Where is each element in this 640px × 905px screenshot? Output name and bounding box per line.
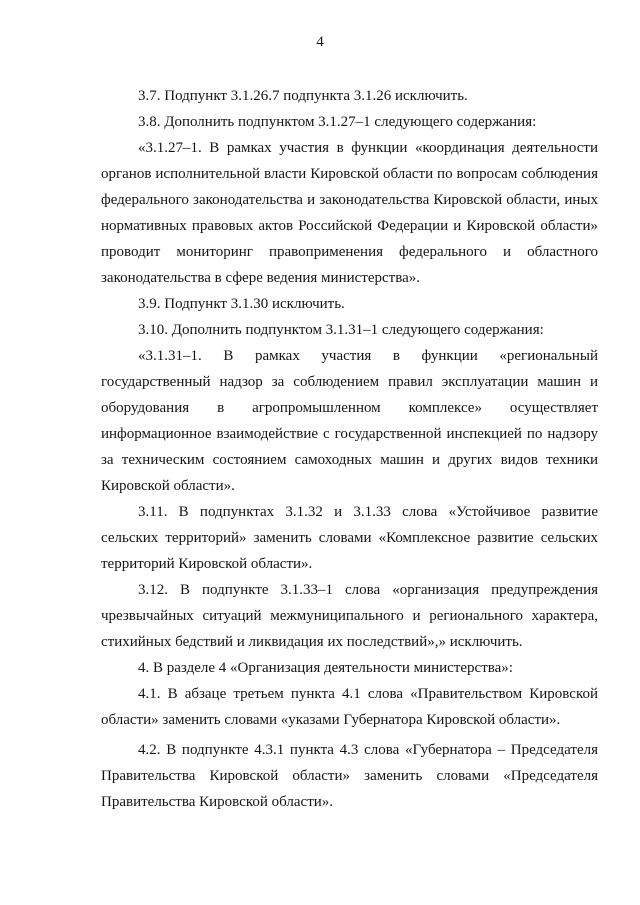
paragraph-line: 4.2. В подпункте 4.3.1 пункта 4.3 слова «Губернатора – Председателя <box>138 742 598 758</box>
paragraph-line: 3.11. В подпунктах 3.1.32 и 3.1.33 слова «Устойчивое развитие <box>138 504 598 520</box>
paragraph-line: за техническим состоянием самоходных машин и других видов техники <box>101 452 598 468</box>
paragraph-line: 3.7. Подпункт 3.1.26.7 подпункта 3.1.26 исключить. <box>138 88 468 104</box>
paragraph-line: нормативных правовых актов Российской Федерации и Кировской области» <box>101 218 598 234</box>
paragraph-line: информационное взаимодействие с государственной инспекцией по надзору <box>101 426 598 442</box>
paragraph-line: органов исполнительной власти Кировской области по вопросам соблюдения <box>101 166 598 182</box>
paragraph-line: государственный надзор за соблюдением правил эксплуатации машин и <box>101 374 598 390</box>
paragraph-line: чрезвычайных ситуаций межмуниципального и регионального характера, <box>101 608 598 624</box>
paragraph-line: 3.8. Дополнить подпунктом 3.1.27–1 следующего содержания: <box>138 114 537 130</box>
paragraph-line: «3.1.27–1. В рамках участия в функции «координация деятельности <box>138 140 598 156</box>
paragraph-line: 3.12. В подпункте 3.1.33–1 слова «организация предупреждения <box>138 582 598 598</box>
paragraph-line: сельских территорий» заменить словами «Комплексное развитие сельских <box>101 530 598 546</box>
paragraph-line: территорий Кировской области». <box>101 556 313 572</box>
paragraph-line: Правительства Кировской области». <box>101 794 334 810</box>
paragraph-line: проводит мониторинг правоприменения федерального и областного <box>101 244 598 260</box>
paragraph-line: оборудования в агропромышленном комплексе» осуществляет <box>101 400 598 416</box>
paragraph-line: законодательства в сфере ведения министерства». <box>101 270 421 286</box>
paragraph-line: Правительства Кировской области» заменить словами «Председателя <box>101 768 598 784</box>
paragraph-line: 4.1. В абзаце третьем пункта 4.1 слова «Правительством Кировской <box>138 686 598 702</box>
paragraph-line: федерального законодательства и законодательства Кировской области, иных <box>101 192 598 208</box>
paragraph-line: «3.1.31–1. В рамках участия в функции «региональный <box>138 348 598 364</box>
paragraph-line: области» заменить словами «указами Губернатора Кировской области». <box>101 712 561 728</box>
paragraph-line: 4. В разделе 4 «Организация деятельности министерства»: <box>138 660 513 676</box>
page-number: 4 <box>316 34 324 50</box>
paragraph-line: стихийных бедствий и ликвидация их последствий»,» исключить. <box>101 634 523 650</box>
paragraph-line: Кировской области». <box>101 478 235 494</box>
paragraph-line: 3.10. Дополнить подпунктом 3.1.31–1 следующего содержания: <box>138 322 544 338</box>
paragraph-line: 3.9. Подпункт 3.1.30 исключить. <box>138 296 345 312</box>
